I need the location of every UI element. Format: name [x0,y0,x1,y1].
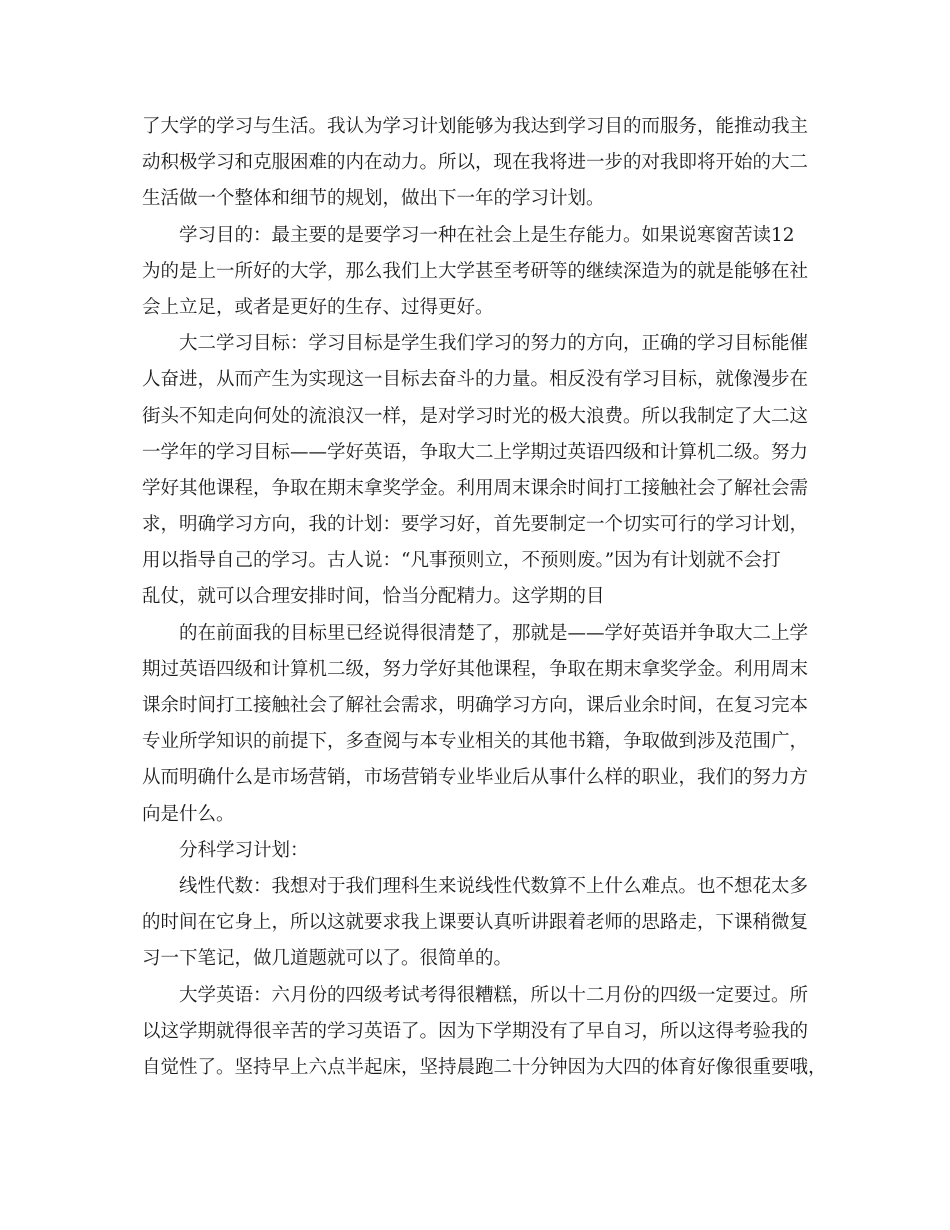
text-line: 期过英语四级和计算机二级，努力学好其他课程，争取在期末拿奖学金。利用周末 [142,658,809,680]
text-line: 人奋进，从而产生为实现这一目标去奋斗的力量。相反没有学习目标，就像漫步在 [142,369,809,391]
text-line: 街头不知走向何处的流浪汉一样，是对学习时光的极大浪费。所以我制定了大二这 [142,405,809,427]
text-line: 学习目的：最主要的是要学习一种在社会上是生存能力。如果说寒窗苦读12 [179,224,795,246]
text-line: 为的是上一所好的大学，那么我们上大学甚至考研等的继续深造为的就是能够在社 [142,260,809,282]
text-line: 习一下笔记，做几道题就可以了。很简单的。 [142,948,513,970]
text-line: 专业所学知识的前提下，多查阅与本专业相关的其他书籍，争取做到涉及范围广， [142,731,809,753]
text-line: 向是什么。 [142,803,235,825]
text-line: 课余时间打工接触社会了解社会需求，明确学习方向，课后业余时间，在复习完本 [142,695,809,716]
text-line: 学好其他课程，争取在期末拿奖学金。利用周末课余时间打工接触社会了解社会需 [142,477,809,499]
text-line: 大学英语：六月份的四级考试考得很糟糕，所以十二月份的四级一定要过。所 [179,984,809,1006]
text-line: 求，明确学习方向，我的计划：要学习好，首先要制定一个切实可行的学习计划， [142,514,809,536]
text-line: 乱仗，就可以合理安排时间，恰当分配精力。这学期的目 [142,586,605,608]
text-line: 生活做一个整体和细节的规划，做出下一年的学习计划。 [142,188,605,210]
text-line: 大二学习目标：学习目标是学生我们学习的努力的方向，正确的学习目标能催 [179,333,809,355]
text-line: 分科学习计划： [179,839,309,861]
text-line: 用以指导自己的学习。古人说：“凡事预则立，不预则废。”因为有计划就不会打 [142,550,781,572]
text-line: 一学年的学习目标——学好英语，争取大二上学期过英语四级和计算机二级。努力 [142,441,809,463]
text-line: 以这学期就得很辛苦的学习英语了。因为下学期没有了早自习，所以这得考验我的 [142,1020,809,1042]
text-line: 线性代数：我想对于我们理科生来说线性代数算不上什么难点。也不想花太多 [179,875,809,897]
text-line: 动积极学习和克服困难的内在动力。所以，现在我将进一步的对我即将开始的大二 [142,152,809,174]
document-body [142,109,832,1086]
text-line: 了大学的学习与生活。我认为学习计划能够为我达到学习目的而服务，能推动我主 [142,116,809,137]
text-line: 自觉性了。坚持早上六点半起床，坚持晨跑二十分钟因为大四的体育好像很重要哦， [142,1056,827,1078]
text-line: 会上立足，或者是更好的生存、过得更好。 [142,296,494,318]
text-line: 从而明确什么是市场营销，市场营销专业毕业后从事什么样的职业，我们的努力方 [142,767,809,789]
text-line: 的时间在它身上，所以这就要求我上课要认真听讲跟着老师的思路走，下课稍微复 [142,912,809,934]
text-line: 的在前面我的目标里已经说得很清楚了，那就是——学好英语并争取大二上学 [179,622,809,644]
